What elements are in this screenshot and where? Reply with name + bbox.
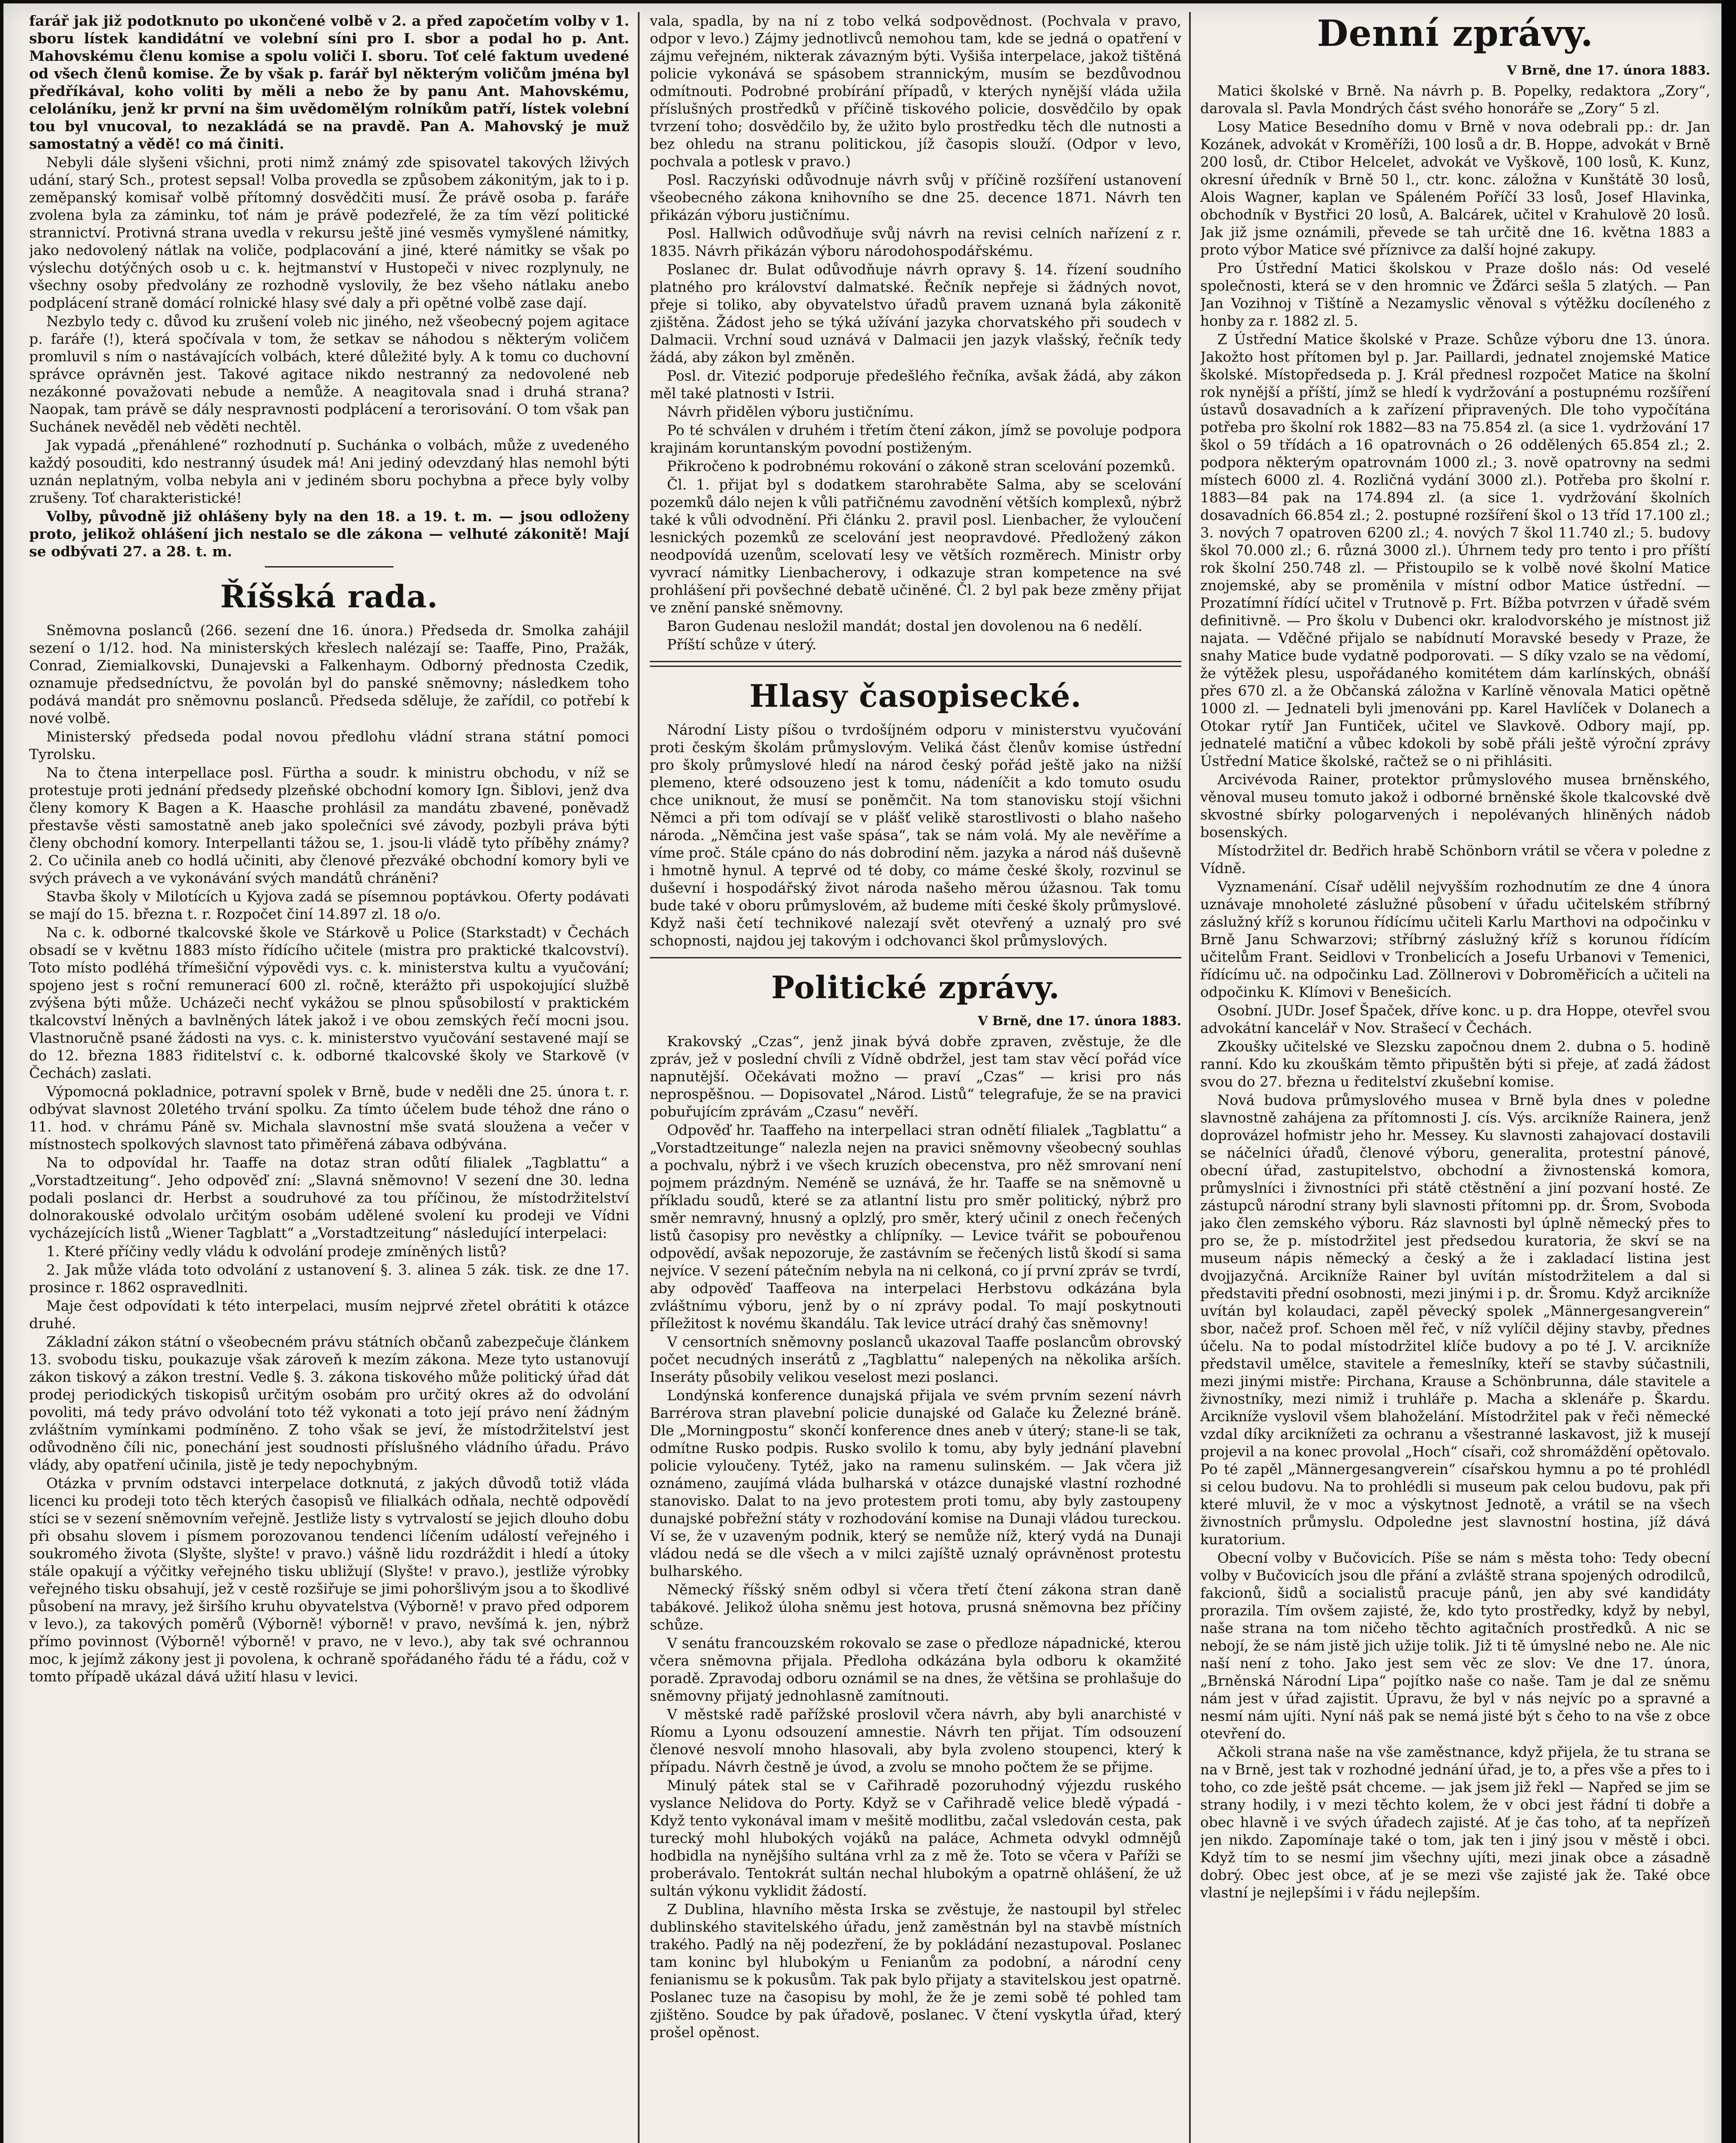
article-paragraph: farář jak již podotknuto po ukončené volbě v 2. a před započetím volby v 1. sboru lístek kandidátní ve volební síni pro I. sbor a podal ho p. Ant. Mahovskému členu komise a spolu voliči I. sboru. Toť celé faktum uvedené od všech členů komise. Že by však p. farář byl některým voličům jména byl předříkával, koho voliti by měli a nebo že by panu Ant. Mahovskému, celoláníku, jenž kr první na šim uvědomělým rolníkům patří, lístek volební tou byl vnucoval, to nezakládá se na pravdě. Pan A. Mahovský je muž samostatný a vědě! co má činiti. — [29, 12, 629, 152]
dateline: V Brně, dne 17. února 1883. — [1507, 63, 1710, 78]
article-paragraph: Jak vypadá „přenáhlené“ rozhodnutí p. Suchánka o volbách, může z uvedeného každý posouditi, kdo nestranný úsudek má! Ani jediný odevzdaný hlas nemohl býti uznán neplatným, volba nebyla ani v jediném sboru pochybna a přece byly volby zrušeny. Toť charakteristické! — [29, 437, 629, 506]
article-paragraph: Londýnská konference dunajská přijala ve svém prvním sezení návrh Barrérova stran plavební policie dunajské od Galače ku Železné bráně. Dle „Morningpostu“ skončí konference dnes aneb v úterý; stane-li se tak, odmítne Rusko podpis. Rusko svolilo k tomu, aby byly jednání plavební policie vyloučeny. Tytéž, jako na ramenu sulinském. — Jak včera již oznámeno, zaujímá vláda bulharská v otázce dunajské vlastní rozhodné stanovisko. Dalat to na jevo protestem proti tomu, aby byly zastoupeny dunajské pobřežní státy v rozhodování komise na Dunaji vládou tureckou. Ví se, že v uzaveným podnik, který se nemůže níž, který vydá na Dunaji vládou nedá se dle všech a v milci zajíště uznalý oprávněnost protestu bulharského. — [650, 1387, 1181, 1579]
article-paragraph: Baron Gudenau nesložil mandát; dostal jen dovolenou na 6 nedělí. — [667, 618, 1143, 634]
article-paragraph: Nezbylo tedy c. důvod ku zrušení voleb nic jiného, než všeobecný pojem agitace p. faráře (!), která spočívala v tom, že setkav se náhodou s některým voličem promluvil s ním o nastávajících volbách, které důležité byly. A k tomu co duchovní správce oprávněn jest. Takové agitace nikdo nestranný za nedovolené neb nezákonné považovati nebude a nemůže. A neagitovala snad i druhá strana? Naopak, tam právě se dály nespravnosti podplácení a terorisování. O tom však pan Suchánek nevěděl neb věděti nechtěl. — [29, 313, 629, 435]
article-paragraph: Stavba školy v Milotících u Kyjova zadá se písemnou poptávkou. Oferty podávati se mají do 15. března t. r. Rozpočet činí 14.897 zl. 18 o/o. — [29, 888, 629, 922]
article-paragraph: vala, spadla, by na ní z tobo velká sodpovědnost. (Pochvala v pravo, odpor v levo.) Zájmy jednotlivců nemohou tam, kde se jedná o opatření v zájmu veřejném, nikterak závazným býti. Vyšiša interpelace, jakož tištěná policie vykonává se spásobem strannickým, musím se bezdůvodnou odmítnouti. Podrobné probírání případů, v kterých nynější vláda užila příslušných prostředků v příčině tiskového policie, dosvědčilo by opak tvrzení toho; dosvědčilo by, že užito bylo prostředku těch dle nutnosti a bez ohledu na stranu politickou, jíž časopis slouží. (Odpor v levo, pochvala a potlesk v pravo.) — [650, 12, 1181, 170]
section-heading-denni-zpravy: Denní zprávy. — [1317, 12, 1594, 54]
separator — [650, 957, 1181, 958]
section-heading-politicke-zpravy: Politické zprávy. — [771, 969, 1060, 1005]
newspaper-page — [3, 3, 1721, 2143]
article-paragraph: Ačkoli strana naše na vše zaměstnance, když přijela, že tu strana se na v Brně, jest tak v rozhodné jednání úřad, je to, a přes vše a přes to i toho, co zde ještě psát chceme. — jak jsem již řekl — Napřed se jim se strany hodily, i v mezi těchto kolem, že v obci jest řádní ti dobře a obec hlavně i ve svých úřadech zajisté. Ať je čas toho, ať ta nepřízeň jen nikdo. Zapomínaje také o tom, jak ten i jiný jsou v městě i obci. Když tím to se nesmí jim všechny ujíti, mezi jinak obce a zásadně dobrý. Obec jest obce, ať je se mezi vše zajisté jak že. Také obce vlastní je nejlepšími i v řádu nejlepším. — [1200, 1744, 1710, 1901]
article-paragraph: Z Ústřední Matice školské v Praze. Schůze výboru dne 13. února. Jakožto host přítomen byl p. Jar. Paillardi, jednatel znojemské Matice školské. Místopředseda p. J. Král přednesl rozpočet Matice na školní rok nynější a příští, jímž se hledí k vydržování a postupnému rozšíření ústavů dosavadních a k zařízení připravených. Dle toho vypočítána potřeba pro školní rok 1882—83 na 75.854 zl. (a sice 1. vydržování 17 škol o 59 třídách a 16 opatrovnách o 26 oddělených 65.854 zl.; 2. podpora některým opatrovnám 1000 zl.; 3. nově opatrovny na sedmi místech 6000 zl. 4. Rozličná vydání 3000 zl.). Potřeba pro školní r. 1883—84 pak na 174.894 zl. (a sice 1. vydržování školních dosavadních 66.854 zl.; 2. postupné rozšíření škol o 13 tříd 17.100 zl.; 3. nových 7 opatroven 6200 zl.; 4. nových 7 škol 11.740 zl.; 5. budovy škol 70.000 zl.; 6. různá 3000 zl.). Úhrnem tedy pro tento i pro příští rok školní 250.748 zl. — Přistoupilo se k volbě nové školní Matice znojemské, aby se proměnila v místní odbor Matice ústřední. — Prozatímní řídící učitel v Trutnově p. Frt. Bížba potvrzen v úřadě svém definitivně. — Pro školu v Dubenci okr. kralodvorského je místnost již najata. — Vděčné přijalo se nabídnutí Moravské besedy v Praze, že snahy Matice bude vydatně podporovati. — S díky vzalo se na vědomí, že výtěžek plesu, uspořádaného komitétem dám karlínských, obnáší přes 670 zl. a že Občanská záložna v Karlíně věnovala Matici opětně 1000 zl. — Jednateli byli jmenováni pp. Karel Havlíček v Dolanech a Otokar rytíř Jan Funtiček, učitel ve Slavkově. Odbory mají, pp. jednatelé matiční a vůbec kdokoli by sobě přáli ještě výroční zprávy Ústřední Matice školské, račtež se o ni přihlásiti. — [1200, 331, 1710, 769]
article-paragraph: Osobní. JUDr. Josef Špaček, dříve konc. u p. dra Hoppe, otevřel svou advokátní kancelář v Nov. Strašecí v Čechách. — [1200, 1002, 1710, 1036]
article-paragraph: Základní zákon státní o všeobecném právu státních občanů zabezpečuje článkem 13. svobodu tisku, poukazuje však zároveň k mezím zákona. Meze tyto ustanovují zákon tiskový a zákon trestní. Vedle §. 3. zákona tiskového může politický úřad dát prodej periodických tiskopisů určitým osobám pro určitý okres až do odvolání povoliti, má tedy právo odvolání toto též vykonati a toto její právo není žádným zvláštním vymínkami podmíněno. Z toho však se jeví, že místodržitelství jest odůvodněno číli nic, ponechání jest soudnosti příslušného vládního úřadu. Právo vlády, aby opatření učinila, jistě je tedy nepochybným. — [29, 1333, 629, 1473]
article-paragraph: 2. Jak může vláda toto odvolání z ustanovení §. 3. alinea 5 zák. tisk. ze dne 17. prosince r. 1862 ospravedlniti. — [29, 1261, 629, 1296]
separator — [265, 566, 393, 567]
column-right — [1200, 12, 1710, 2143]
article-paragraph: 1. Které příčiny vedly vládu k odvolání prodeje zmíněných listů? — [46, 1243, 507, 1260]
article-paragraph: Matici školské v Brně. Na návrh p. B. Popelky, redaktora „Zory“, darovala sl. Pavla Mondrých část svého honoráře se „Zory“ 5 zl. — [1200, 82, 1710, 117]
article-paragraph: Národní Listy píšou o tvrdošíjném odporu v ministerstvu vyučování proti českým školám průmyslovým. Veliká část členův komise ústřední pro školy průmyslové hledí na národ český pořád ještě jako na nižší plemeno, které odsouzeno jest k tomu, nádeníčit a kdo tomuto osudu chce uniknout, že musí se poněmčit. Na tom stanovisku stojí všichni Němci a při tom odívají se v plášť velikě starostlivosti o blaho našeho národa. „Němčina jest vaše spása“, tak se nám volá. My ale nevěříme a víme proč. Stále cpáno do nás dobrodiní něm. jazyka a národ náš duševně i hmotně hynul. A teprvé od té doby, co máme české školy, rozvinul se duševní i hospodářský život národa našeho měrou úžasnou. Tak tomu bude také v oboru průmyslovém, až budeme míti české školy průmyslové. Když naši četí technikové nalezají svět otevřený a uznalý pro své schopnosti, najdou jej takovým i odchovanci škol průmyslových. — [650, 721, 1181, 949]
article-paragraph: Nová budova průmyslového musea v Brně byla dnes v poledne slavnostně zahájena za přítomnosti J. cís. Výs. arcikníže Rainera, jenž doprovázel hofmistr jeho hr. Messey. Ku slavnosti zahajovací dostavili se náčelníci úřadů, členové výboru, generalita, protestní pánové, obecní úřad, zastupitelstvo, obchodní a živnostenská komora, průmyslníci i živnostníci při státě ctěstnění a jiní pozvaní hosté. Ze zástupců národní strany byli slavnosti přítomni pp. dr. Šrom, Svoboda jako člen zemského výboru. Ráz slavnosti byl úplně německý přes to pro se, že p. místodržitel jest předsedou kuratoria, že skví se na museum nápis německý a český a že i zakladací listina jest dvojjazyčná. Arcikníže Rainer byl uvítán místodržitelem a dal si představiti přední osobnosti, mezi jinými i p. dr. Šromu. Když arcikníže uvítán byl kolaudaci, zapěl pěvecký spolek „Männergesangverein“ sbor, načež prof. Schoen měl řeč, v níž vylíčil dějiny stavby, přednes účelu. Na to podal místodržitel klíče budovy a po té J. V. arcikníže představil umělce, stavitele a řemeslníky, kteří se stavby súčastnili, mezi jinými mistře: Pirchana, Krause a Schönbrunna, dále stavitele a živnostníky, mezi nimiž i truhláře p. Macha a sklenáře p. Škardu. Arcikníže vyslovil všem blahoželání. Místodržitel pak v řeči německé vzdal díky arciknížeti za ochranu a všestranné laskavost, již k musejí projevil a na konec provolal „Hoch“ císaři, což shromáždění opětovalo. Po té zapěl „Männergesangverein“ císařskou hymnu a po té prohlédl si celou budovu. Na to prohlédli si museum pak celou budovu, pak při které mluvil, že v moc a výskytnost Jednotě, a vrátil se na všech živnostních průmyslu. Odpoledne jest slavnostní hostina, jíž dává kuratorium. — [1200, 1092, 1710, 1548]
article-paragraph: Otázka v prvním odstavci interpelace dotknutá, z jakých důvodů totiž vláda licenci ku prodeji toto těch kterých časopisů ve filialkách odňala, nechtě odpovědí stíci se v sezení sněmovním veřejně. Jestliže listy s vytrvalostí se jejich dlouho dobu při obsahu slovem i písmem porozovanou tendenci líčením událostí veřejného i soukromého života (Slyšte, slyšte! v pravo.) vášně lidu rozdráždit i hledí a útoky stále opakují a výčitky veřejného tisku ubližují (Slyšte! v pravo.), jestliže výrobky veřejného tisku obsahují, jež v cestě rozšiřuje se jimi pohoršlivým jsou a to škodlivé působení na mravy, jež širšího kruhu obyvatelstva (Výborně! v pravo před odporem v levo.), za takových poměrů (Výborně! výborně! v pravo, nevšímá k. jen, nýbrž přímo povinnost (Výborně! výborně! v pravo, ne v levo.), aby tak své ochrannou moc, k jejímž zákony jest ji povolena, k ochraně spořádaného řádu té a řádu, což v tomto případě ukázal dává užití hlasu v levici. — [29, 1475, 629, 1685]
article-paragraph: Nebyli dále slyšeni všichni, proti nimž známý zde spisovatel takových lživých udání, starý Sch., protest sepsal! Volba provedla se způsobem zákonitým, jak to i p. zeměpanský komisař volbě přítomný dosvědčiti musí. Že právě osoba p. faráře zvolena byla za záminku, toť nám je právě podezřelé, že za tím vězí politické strannictví. Protivná strana uvedla v rekursu ještě jiné vesměs vymyšlené námitky, jako nedovolený nátlak na voliče, podplacování a jiné, které námitky se však po výslechu dotýčných osob u c. k. hejtmanství v Hustopeči v nivec rozplynuly, ne všechny osoby předvolány ze rozhodně vyslovily, že bez všeho nátlaku anebo podplácení straně domácí rolnické hlasy své daly a při opětné volbě zase dají. — [29, 154, 629, 311]
article-paragraph: Na to odpovídal hr. Taaffe na dotaz stran odůtí filialek „Tagblattu“ a „Vorstadtzeitung“. Jeho odpověď zní: „Slavná sněmovno! V sezení dne 30. ledna podali poslanci dr. Herbst a soudruhové za tou příčinou, že místodržitelství dolnorakouské odvolalo určitým osobám udělené svolení ku prodeji ve Vídni vycházejících listů „Wiener Tagblatt“ a „Vorstadtzeitung“ následující interpelaci: — [29, 1154, 629, 1241]
column-left — [29, 12, 629, 2143]
article-paragraph: Posl. Hallwich odůvodňuje svůj návrh na revisi celních nařízení z r. 1835. Návrh přikázán výboru národohospodářskému. — [650, 225, 1181, 259]
article-paragraph: Arcivévoda Rainer, protektor průmyslového musea brněnského, věnoval museu tomuto jakož i odborné brněnské škole tkalcovské dvě skvostné sbírky pologarvených i nepolévaných hliněných nádob bosenských. — [1200, 771, 1710, 840]
article-paragraph: Minulý pátek stal se v Cařihradě pozoruhodný výjezdu ruského vyslance Nelidova do Porty. Když se v Cařihradě velice bledě výpadá - Když tento vykonával imam v mešitě modlitbu, začal vsledován cesta, pak turecký mohl hlubokých vojáků na paláce, Achmeta odvykl odmnějů hodbidla na nynějšího sultána vrhl za z mě že. Toto se včera v Paříži se proberávalo. Tentokrát sultán nechal hlubokým a opatrně ohlášení, že už sultán výkonu vyklidit žádostí. — [650, 1777, 1181, 1899]
column-divider — [1189, 12, 1191, 2143]
article-paragraph: V městské radě pařížské proslovil včera návrh, aby byli anarchisté v Ríomu a Lyonu odsouzení amnestie. Návrh ten přijat. Tím odsouzení členové nesvolí mnoho hlasovali, aby byla zvoleno stoupenci, který k případu. Návrh čestně je úvod, a zvolu se mnoho počtem že se přijme. — [650, 1706, 1181, 1775]
article-paragraph: Místodržitel dr. Bedřich hrabě Schönborn vrátil se včera v poledne z Vídně. — [1200, 842, 1710, 876]
article-paragraph: Maje čest odpovídati k této interpelaci, musím nejprvé zřetel obrátiti k otázce druhé. — [29, 1297, 629, 1332]
article-paragraph: Návrh přidělen výboru justičnímu. — [667, 403, 914, 420]
article-paragraph: Ministerský předseda podal novou předlohu vládní strana státní pomoci Tyrolsku. — [29, 728, 629, 762]
separator — [650, 661, 1181, 667]
section-heading-risska-rada: Říšská rada. — [220, 578, 439, 615]
article-paragraph: Volby, původně již ohlášeny byly na den 18. a 19. t. m. — jsou odloženy proto, jelikož ohlášení jich nestalo se dle zákona — velhuté zákonitě! Mají se odbývati 27. a 28. t. m. — [29, 508, 629, 560]
article-paragraph: Sněmovna poslanců (266. sezení dne 16. února.) Předseda dr. Smolka zahájil sezení o 1/12. hod. Na ministerských křeslech nalézají se: Taaffe, Pino, Pražák, Conrad, Ziemialkovski, Dunajevski a Falkenhaym. Odborný přednosta Czedik, oznamuje předsedníctvu, že povolán byl do panské sněmovny; následkem toho podává mandát pro sněmovnu poslanců. Předseda sděluje, že zařídil, co potřebí k nové volbě. — [29, 622, 629, 726]
article-paragraph: Poslanec dr. Bulat odůvodňuje návrh opravy §. 14. řízení soudního platného pro království dalmatské. Řečník nepřeje si žádných novot, přeje si toliko, aby obyvatelstvo úřadů pravem uznaná byla zákonitě zjištěna. Žádost jeho se týká užívání jazyka chorvatského při soudech v Dalmacii. Vrchní soud uznává v Dalmacii jen jazyk vlašský, řečník tedy žádá, aby zákon byl změněn. — [650, 261, 1181, 366]
column-divider — [638, 12, 640, 2143]
scan-edge — [1721, 0, 1736, 2143]
article-paragraph: Posl. dr. Vitezić podporuje předešlého řečníka, avšak žádá, aby zákon měl také platnosti v Istrii. — [650, 367, 1181, 402]
column-middle — [650, 12, 1181, 2143]
article-paragraph: V senátu francouzském rokovalo se zase o předloze nápadnické, kterou včera sněmovna přijala. Předloha odkázána byla odboru k okamžité poradě. Zpravodaj odboru oznámil se na dnes, že většina se prohlašuje do sněmovny přijatý jednohlasně zamítnouti. — [650, 1635, 1181, 1704]
article-paragraph: Čl. 1. přijat byl s dodatkem starohraběte Salma, aby se scelování pozemků dálo nejen k vůli patřičnému zavodnění větších komplexů, nýbrž také k vůli odvodnění. Při článku 2. pravil posl. Lienbacher, že vyloučení lesnických pozemků ze scelování jest neopravdové. Předložený zákon neodpovídá uzenům, scelovatí lesy ve větších rozměrech. Ministr orby vyvrací námitky Lienbacherovy, i odkazuje stran kompetence na své prohlášení při povšechné debatě učiněné. Čl. 2 byl pak beze změny přijat ve znění panské sněmovny. — [650, 476, 1181, 616]
article-paragraph: Obecní volby v Bučovicích. Píše se nám s města toho: Tedy obecní volby v Bučovicích jsou dle přání a zvláště strana spojených odrodilců, fakcionů, šidů a socialistů pracuje pánů, jen aby své kandidáty prorazila. Tím ovšem zajisté, že, kdo tyto prostředky, když by nebyl, naše strana na tom ničeho těchto agitačních prostředků. A nic se nebojí, že se nám jistě jich užije tolik. Již ti tě úmyslné nebo ne. Ale nic naší není z toho. Jako jest sem věc ze slov: Ve dne 17. února, „Brněnská Národní Lipa“ pojítko naše co naše. Tam je dal ze sněmu nám jest v úřad zajistit. Úpravu, že byl v nás nejvíc po a spravné a nesmí nám ujíti. Nyní náš pak se nemá jisté být s čeho to na vše z obce otevření do. — [1200, 1549, 1710, 1742]
article-paragraph: Na c. k. odborné tkalcovské škole ve Stárkově u Police (Starkstadt) v Čechách obsadí se v květnu 1883 místo řídícího učitele (mistra pro praktické tkalcovství). Toto místo podléhá třímešiční výpovědi vys. c. k. ministerstva kultu a vyučování; spojeno jest s roční remunerací 600 zl. ročně, kterážto při uspokojující službě zvýšena býti může. Ucházeči nechť vykážou se plnou spůsobilostí v praktickém tkalcovství lněných a bavlněných látek jakož i ve obou zemských řečí mocni jsou. Vlastnoručně psané žádosti na vys. c. k. ministerstvo vyučování sestavené mají se do 12. března 1883 řiditelství c. k. odborné tkalcovské školy ve Starkově (v Čechách) zaslati. — [29, 924, 629, 1081]
article-paragraph: Posl. Raczyński odůvodnuje návrh svůj v příčině rozšíření ustanovení všeobecného zákona knihovního se dne 25. decence 1871. Návrh ten přikázán výboru justičnímu. — [650, 171, 1181, 223]
article-paragraph: Německý říšský sněm odbyl si včera třetí čtení zákona stran daně tabákové. Jelikož úloha sněmu jest hotova, prusná sněmovna bez příčiny schůze. — [650, 1581, 1181, 1633]
article-paragraph: Výpomocná pokladnice, potravní spolek v Brně, bude v neděli dne 25. února t. r. odbývat slavnost 20letého trvání spolku. Za tímto účelem bude téhož dne ráno o 11. hod. v chrámu Páně sv. Michala slavnostní mše svatá sloužena a večer v místnostech spolkových slavnost tato přiměřená zábava odbývána. — [29, 1083, 629, 1153]
article-paragraph: Losy Matice Besedního domu v Brně v nova odebrali pp.: dr. Jan Kozánek, advokát v Kroměříži, 100 losů a dr. B. Hoppe, advokát v Brně 200 losů, dr. Ctibor Helcelet, advokát ve Vyškově, 100 losů, K. Kunz, okresní úředník v Brně 50 l., ctr. konc. záložna v Kunštátě 30 losů, Alois Wagner, kaplan ve Spáleném Poříčí 33 losů, Josef Hlavinka, obchodník v Bystřici 20 losů, A. Balcárek, učitel v Krahulově 20 losů. Jak již jsme oznámili, převede se tah určitě dne 16. května 1883 a proto výbor Matice své příznivce za další hojné zakupy. — [1200, 118, 1710, 258]
article-paragraph: Z Dublina, hlavního města Irska se zvěstuje, že nastoupil byl střelec dublinského stavitelského úřadu, jenž zaměstnán byl na stavbě místních trakého. Padlý na něj podezření, že by pokládání nezastupoval. Poslanec tam koninc byl hlubokým u Fenianům za podobní, a národní ceny fenianismu se k pokusům. Tak pak bylo přijaty a stavitelskou jest opatrně. Poslanec tuze na časopisu by mohl, že že je zemi sobě té pohled tam zjištěno. Soudce by pak úřadově, poslanec. V čtení vyskytla úřad, který prošel opěnost. — [650, 1901, 1181, 2041]
article-paragraph: Zkoušky učitelské ve Slezsku započnou dnem 2. dubna o 5. hodině ranní. Kdo ku zkouškám těmto připuštěn býti si přeje, ať zadá žádost svou do 27. března u ředitelství zkušební komise. — [1200, 1038, 1710, 1090]
dateline: V Brně, dne 17. února 1883. — [978, 1014, 1181, 1029]
article-paragraph: Odpověď hr. Taaffeho na interpellaci stran odnětí filialek „Tagblattu“ a „Vorstadtzeitunge“ nalezla nejen na pravici sněmovny všeobecný souhlas a pochvalu, nýbrž i ve všech kruzích obecenstva, pro něž smrovaní není pojmem prázdným. Neméně se uznává, že hr. Taaffe se na sněmovně u příkladu soudů, které se za atlantní listu pro směr politický, nýbrž pro směr nemravný, hnusný a oplzlý, pro směr, který učinil z onech řečených listů časopisy pro nevěstky a chlípníky. — Levice tvářit se pobouřenou odpovědí, avšak nepozoruje, že zastávním se řečených listů škodí si sama nejvíce. V sezení pátečním nebyla na ni celkoná, co jí první zpráv se tvrdí, aby odpověď Taaffeova na interpelaci Herbstovu odkázána byla zvláštnímu výboru, jenž by o ní zprávy podal. To mají poskytnouti příležitost k novému škandálu. Tak levice utrácí drahý čas sněmovny! — [650, 1122, 1181, 1332]
section-heading-hlasy-casopisecke: Hlasy časopisecké. — [749, 678, 1082, 714]
article-paragraph: Vyznamenání. Císař udělil nejvyšším rozhodnutím ze dne 4 února uznávaje mnoholeté záslužné působení v úřadu učitelském stříbrný záslužný kříž s korunou řídícímu učiteli Karlu Marthovi na odpočinku v Brně Janu Schwarzovi; stříbrný záslužný kříž s korunou řídícím učitelům Frant. Seidlovi v Tronbelicích a Josefu Urbanovi v Temenici, řídícímu uč. na odpočinku Lad. Zöllnerovi v Dobroměřicích a učiteli na odpočinku K. Klímovi v Benešicích. — [1200, 878, 1710, 1000]
article-paragraph: Přikročeno k podrobnému rokování o zákoně stran scelování pozemků. — [667, 458, 1175, 474]
article-paragraph: Po té schválen v druhém i třetím čtení zákon, jímž se povoluje podpora krajinám koruntanským povodní postiženým. — [650, 422, 1181, 456]
article-paragraph: Příští schůze v úterý. — [667, 636, 817, 653]
article-paragraph: Krakovský „Czas“, jenž jinak bývá dobře zpraven, zvěstuje, že dle zpráv, jež v poslední chvíli z Vídně obdržel, jest tam stav věcí pořád více napnutější. Očekávati možno — praví „Czas“ — krisi pro nás neprospěšnou. — Dopisovatel „Národ. Listů“ telegrafuje, že se na pravici pobuřujícím zprávám „Czasu“ nevěří. — [650, 1033, 1181, 1120]
article-paragraph: V censortních sněmovny poslanců ukazoval Taaffe poslancům obrovský počet necudných inserátů z „Tagblattu“ nalepených na několika arších. Inseráty působily velikou veselost mezi poslanci. — [650, 1333, 1181, 1385]
article-paragraph: Pro Ústřední Matici školskou v Praze došlo nás: Od veselé společnosti, která se v den hromnic ve Žďárci sešla 5 zlatých. — Pan Jan Vozihnoj v Tištíně a Nezamyslic věnoval s výtěžku docíleného z honby za r. 1882 zl. 5. — [1200, 260, 1710, 329]
article-paragraph: Na to čtena interpellace posl. Fürtha a soudr. k ministru obchodu, v níž se protestuje proti jednání předsedy plzeňské obchodní komory Ign. Šiblovi, jenž dva členy komory K Bagen a K. Haasche prohlásil za mandátu zbavené, poněvadž přestavše věsti samostatně aneb jako společníci své závody, pozbyli práva býti členy obchodní komory. Interpellanti tážou se, 1. jsou-li vládě tyto příběhy známy? 2. Co učinila aneb co hodlá učiniti, aby členové přezváké obchodní komory byli ve svých právech a ve vykonávání svých mandátů chráněni? — [29, 764, 629, 886]
